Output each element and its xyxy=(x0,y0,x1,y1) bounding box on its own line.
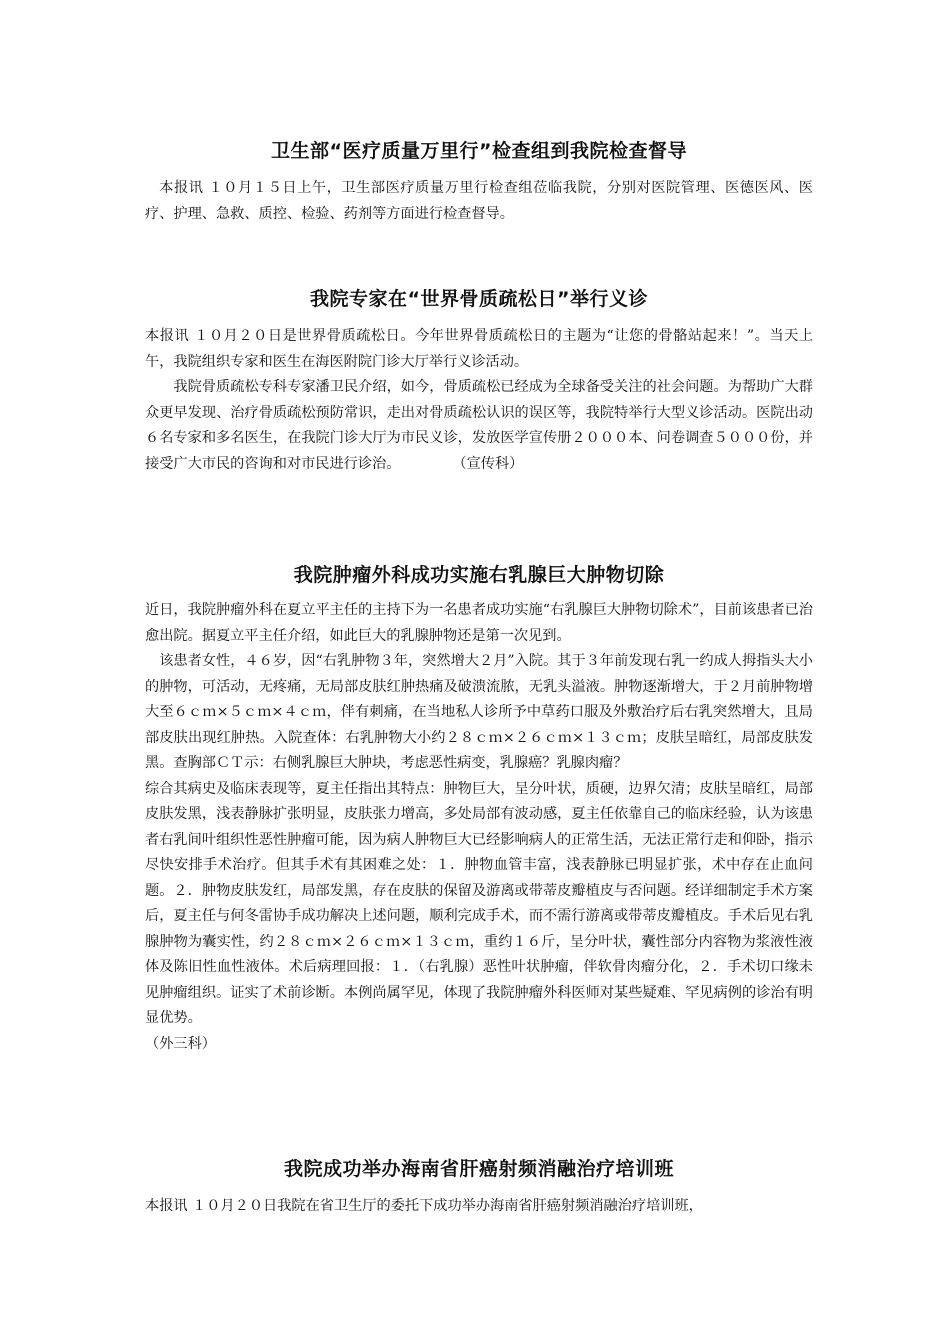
article-paragraph xyxy=(145,375,813,477)
article-paragraph: 本报讯 １０月２０日我院在省卫生厅的委托下成功举办海南省肝癌射频消融治疗培训班， xyxy=(145,1198,703,1214)
article-liver-cancer-training xyxy=(145,1156,813,1220)
article-osteoporosis-clinic xyxy=(145,286,813,477)
article-title: 我院肿瘤外科成功实施右乳腺巨大肿物切除 xyxy=(293,564,665,586)
article-paragraph: 综合其病史及临床表现等，夏主任指出其特点：肿物巨大，呈分叶状，质硬，边界欠清；皮肤呈暗红，局部皮肤发黑，浅表静脉扩张明显，皮肤张力增高，多处局部有波动感，夏主任依靠自己的临床经验，认为该患者右乳间叶组织性恶性肿瘤可能，因为病人肿物巨大已经影响病人的正常生活，无法正常行走和仰卧，指示尽快安排手术治疗。但其手术有其困难之处：１．肿物血管丰富，浅表静脉已明显扩张，术中存在止血问题。２．肿物皮肤发红，局部发黑，存在皮肤的保留及游离或带蒂皮瓣植皮与否问题。经详细制定手术方案后，夏主任与何冬雷协手成功解决上述问题，顺利完成手术，而不需行游离或带蒂皮瓣植皮。手术后见右乳腺肿物为囊实性，约２８ｃｍ×２６ｃｍ×１３ｃｍ，重约１６斤，呈分叶状，囊性部分内容物为浆液性液体及陈旧性血性液体。术后病理回报：１．（右乳腺）恶性叶状肿瘤，伴软骨肉瘤分化，２．手术切口缘未见肿瘤组织。证实了术前诊断。本例尚属罕见，体现了我院肿瘤外科医师对某些疑难、罕见病例的诊治有明显优势。 xyxy=(145,780,813,1026)
article-source: （宣传科） xyxy=(452,455,524,472)
article-title: 我院成功举办海南省肝癌射频消融治疗培训班 xyxy=(283,1158,674,1180)
article-paragraph: 本报讯 １０月２０日是世界骨质疏松日。今年世界骨质疏松日的主题为“让您的骨骼站起来！”。当天上午，我院组织专家和医生在海医附院门诊大厅举行义诊活动。 xyxy=(145,328,813,370)
article-paragraph: 该患者女性，４６岁，因“右乳肿物３年，突然增大２月”入院。其于３年前发现右乳一约成人拇指头大小的肿物，可活动，无疼痛，无局部皮肤红肿热痛及破溃流脓，无乳头溢液。肿物逐渐增大，于２月前肿物增大至６ｃｍ×５ｃｍ×４ｃｍ，伴有刺痛，在当地私人诊所予中草药口服及外敷治疗后右乳突然增大，且局部皮肤出现红肿热。入院查体：右乳肿物大小约２８ｃｍ×２６ｃｍ×１３ｃｍ；皮肤呈暗红，局部皮肤发黑。查胸部ＣＴ示：右侧乳腺巨大肿块，考虑恶性病变，乳腺癌？乳腺肉瘤？ xyxy=(145,653,813,771)
article-paragraph: 本报讯 １０月１５日上午，卫生部医疗质量万里行检查组莅临我院，分别对医院管理、医德医风、医疗、护理、急救、质控、检验、药剂等方面进行检查督导。 xyxy=(145,180,813,222)
article-title: 卫生部“医疗质量万里行”检查组到我院检查督导 xyxy=(271,140,687,162)
paragraph-text: 我院骨质疏松专科专家潘卫民介绍，如今，骨质疏松已经成为全球备受关注的社会问题。为帮助广大群众更早发现、治疗骨质疏松预防常识，走出对骨质疏松认识的误区等，我院特举行大型义诊活动。医院出动６名专家和多名医生，在我院门诊大厅为市民义诊，发放医学宣传册２０００本、问卷调查５０００份，并接受广大市民的咨询和对市民进行诊治。 xyxy=(145,379,813,472)
article-source: （外三科） xyxy=(145,1035,216,1052)
article-breast-tumor-surgery xyxy=(145,562,813,1057)
article-paragraph: 近日，我院肿瘤外科在夏立平主任的主持下为一名患者成功实施“右乳腺巨大肿物切除术”，目前该患者已治愈出院。据夏立平主任介绍，如此巨大的乳腺肿物还是第一次见到。 xyxy=(145,602,813,644)
article-inspection xyxy=(145,138,813,227)
article-title: 我院专家在“世界骨质疏松日”举行义诊 xyxy=(310,288,648,310)
